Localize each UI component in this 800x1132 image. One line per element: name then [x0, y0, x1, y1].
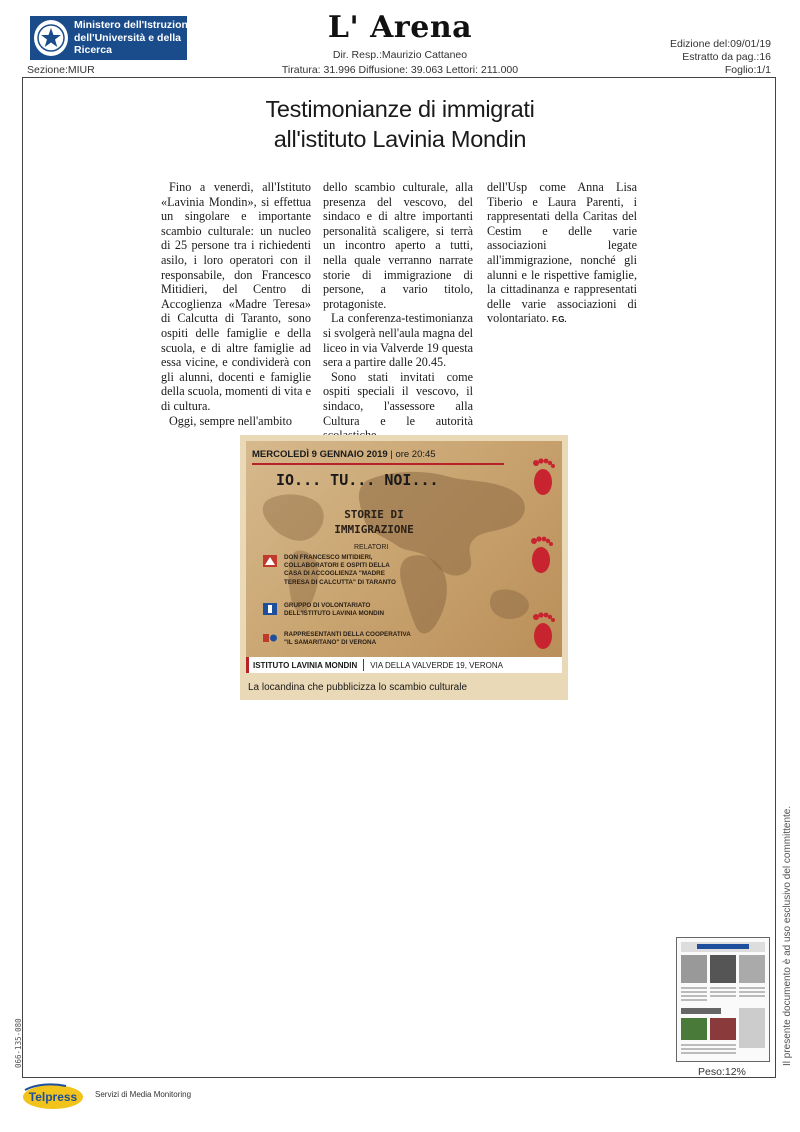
poster-headline: IO... TU... NOI... [276, 471, 439, 489]
newspaper-masthead: L' Arena [327, 10, 473, 45]
poster-image [246, 441, 562, 673]
headline-line: Testimonianze di immigrati [265, 96, 535, 122]
poster-red-rule [252, 463, 504, 465]
services-label: Servizi di Media Monitoring [95, 1090, 192, 1099]
headline-line: all'istituto Lavinia Mondin [273, 126, 527, 152]
paragraph: dello scambio culturale, alla presenza del vescovo, del sindaco e di altre importanti personalità scaligere, si terrà un incontro aperto a tutti, nella quale verranno narrate storie di immigrazione di persone, a vario titolo, protagoniste. [323, 180, 473, 311]
ministry-line: Ricerca [74, 44, 112, 57]
ministry-logo [30, 16, 194, 60]
document-code: 066-135-080 [14, 1018, 23, 1068]
article-column-2 [323, 180, 473, 443]
poster-caption: La locandina che pubblicizza lo scambio culturale [248, 682, 468, 693]
poster-speaker-line: GRUPPO DI VOLONTARIATO [284, 602, 371, 609]
telpress-brand: Telpress [28, 1090, 78, 1104]
extract-page: Estratto da pag.:16 [682, 51, 771, 63]
telpress-logo [22, 1082, 84, 1110]
poster-speaker-3 [262, 631, 411, 647]
poster-day: MERCOLEDÌ [252, 449, 309, 460]
telpress-logo-icon [22, 1082, 84, 1110]
paragraph-text: dell'Usp come Anna Lisa Tiberio e Laura Parenti, i rappresentati della Caritas del Cestim e delle varie associazioni legate all'immigrazione, nonché gli alunni e le rispettive famiglie, la cittadinanza e rappresentati delle varie associazioni di volontariato. [487, 180, 637, 326]
poster-speaker-line: COLLABORATORI E OSPITI DELLA [284, 562, 390, 570]
ministry-line: dell'Università e della [74, 31, 181, 44]
poster-date-main: 9 GENNAIO 2019 [311, 449, 388, 460]
poster-subtitle-line: IMMIGRAZIONE [334, 523, 414, 536]
footprint-icon [528, 455, 558, 497]
footprint-icon [526, 533, 556, 575]
cooperative-logo-icon [262, 631, 278, 645]
poster-speaker-2 [262, 602, 384, 618]
paragraph: Fino a venerdì, all'Istituto «Lavinia Mondin», si effettua un singolare e importante scambio culturale: un nucleo di 25 persone tra i richiedenti asilo, i loro operatori con il responsabile, don Francesco Mitidieri, del Centro di Accoglienza «Madre Teresa» di Calcutta di Taranto, sono ospiti delle famiglie e della scuola, e di altre famiglie ad essa vicine, e condividerà con gli alunni, docenti e famiglie della scuola, momenti di vita e di cultura. [161, 180, 311, 413]
poster-speaker-text [284, 631, 411, 647]
republic-emblem-icon [34, 20, 68, 56]
paragraph: La conferenza-testimonianza si svolgerà nell'aula magna del liceo in via Valverde 19 questa sera a partire dalle 20.45. [323, 311, 473, 370]
poster-speaker-line: DON FRANCESCO MITIDIERI, [284, 554, 373, 561]
ministry-name [74, 19, 194, 57]
ministry-line: Ministero dell'Istruzione [74, 19, 194, 32]
poster-speaker-line: RAPPRESENTANTI DELLA COOPERATIVA [284, 631, 411, 638]
poster-speaker-text [284, 554, 396, 587]
usage-disclaimer: Il presente documento è ad uso esclusivo del committente. [782, 805, 793, 1066]
poster-speaker-line: TERESA DI CALCUTTA" DI TARANTO [284, 578, 396, 586]
poster-speaker-text [284, 602, 384, 618]
poster-speaker-line: CASA DI ACCOGLIENZA "MADRE [284, 570, 385, 578]
footprint-icon [528, 609, 558, 651]
article-column-3 [487, 180, 637, 328]
poster-speaker-1 [262, 554, 396, 587]
director-line: Dir. Resp.:Maurizio Cattaneo [332, 49, 468, 61]
edition-date: Edizione del:09/01/19 [670, 38, 771, 50]
weight-percentage: Peso:12% [698, 1066, 746, 1078]
poster-speaker-line: DELL'ISTITUTO LAVINIA MONDIN [284, 610, 385, 618]
poster-time: ore 20:45 [395, 449, 436, 460]
circulation-line: Tiratura: 31.996 Diffusione: 39.063 Lettori: 211.000 [281, 64, 519, 76]
article-column-1 [161, 180, 311, 428]
poster-footer-school: ISTITUTO LAVINIA MONDIN [253, 660, 358, 670]
paragraph: Oggi, sempre nell'ambito [169, 413, 293, 428]
paragraph: Sono stati invitati come ospiti speciali il vescovo, il sindaco, l'assessore alla Cultura e le autorità [323, 369, 473, 428]
poster-relatori-label: RELATORI [354, 544, 389, 551]
section-label: Sezione:MIUR [27, 64, 95, 76]
event-poster [240, 435, 568, 700]
poster-subtitle [314, 507, 434, 537]
poster-footer [246, 657, 562, 673]
poster-speaker-line: "IL SAMARITANO" DI VERONA [284, 639, 377, 647]
lavinia-mondin-logo-icon [262, 602, 278, 616]
sheet-number: Foglio:1/1 [724, 64, 771, 76]
casa-accoglienza-logo-icon [262, 554, 278, 568]
page-thumbnail [676, 937, 770, 1062]
article-headline [150, 94, 650, 154]
paragraph [487, 180, 637, 328]
poster-date: MERCOLEDÌ 9 GENNAIO 2019 | ore 20:45 [252, 449, 436, 460]
poster-footer-address: VIA DELLA VALVERDE 19, VERONA [370, 660, 503, 670]
author-signature: F.G. [551, 315, 567, 325]
poster-subtitle-line: STORIE DI [344, 508, 404, 521]
